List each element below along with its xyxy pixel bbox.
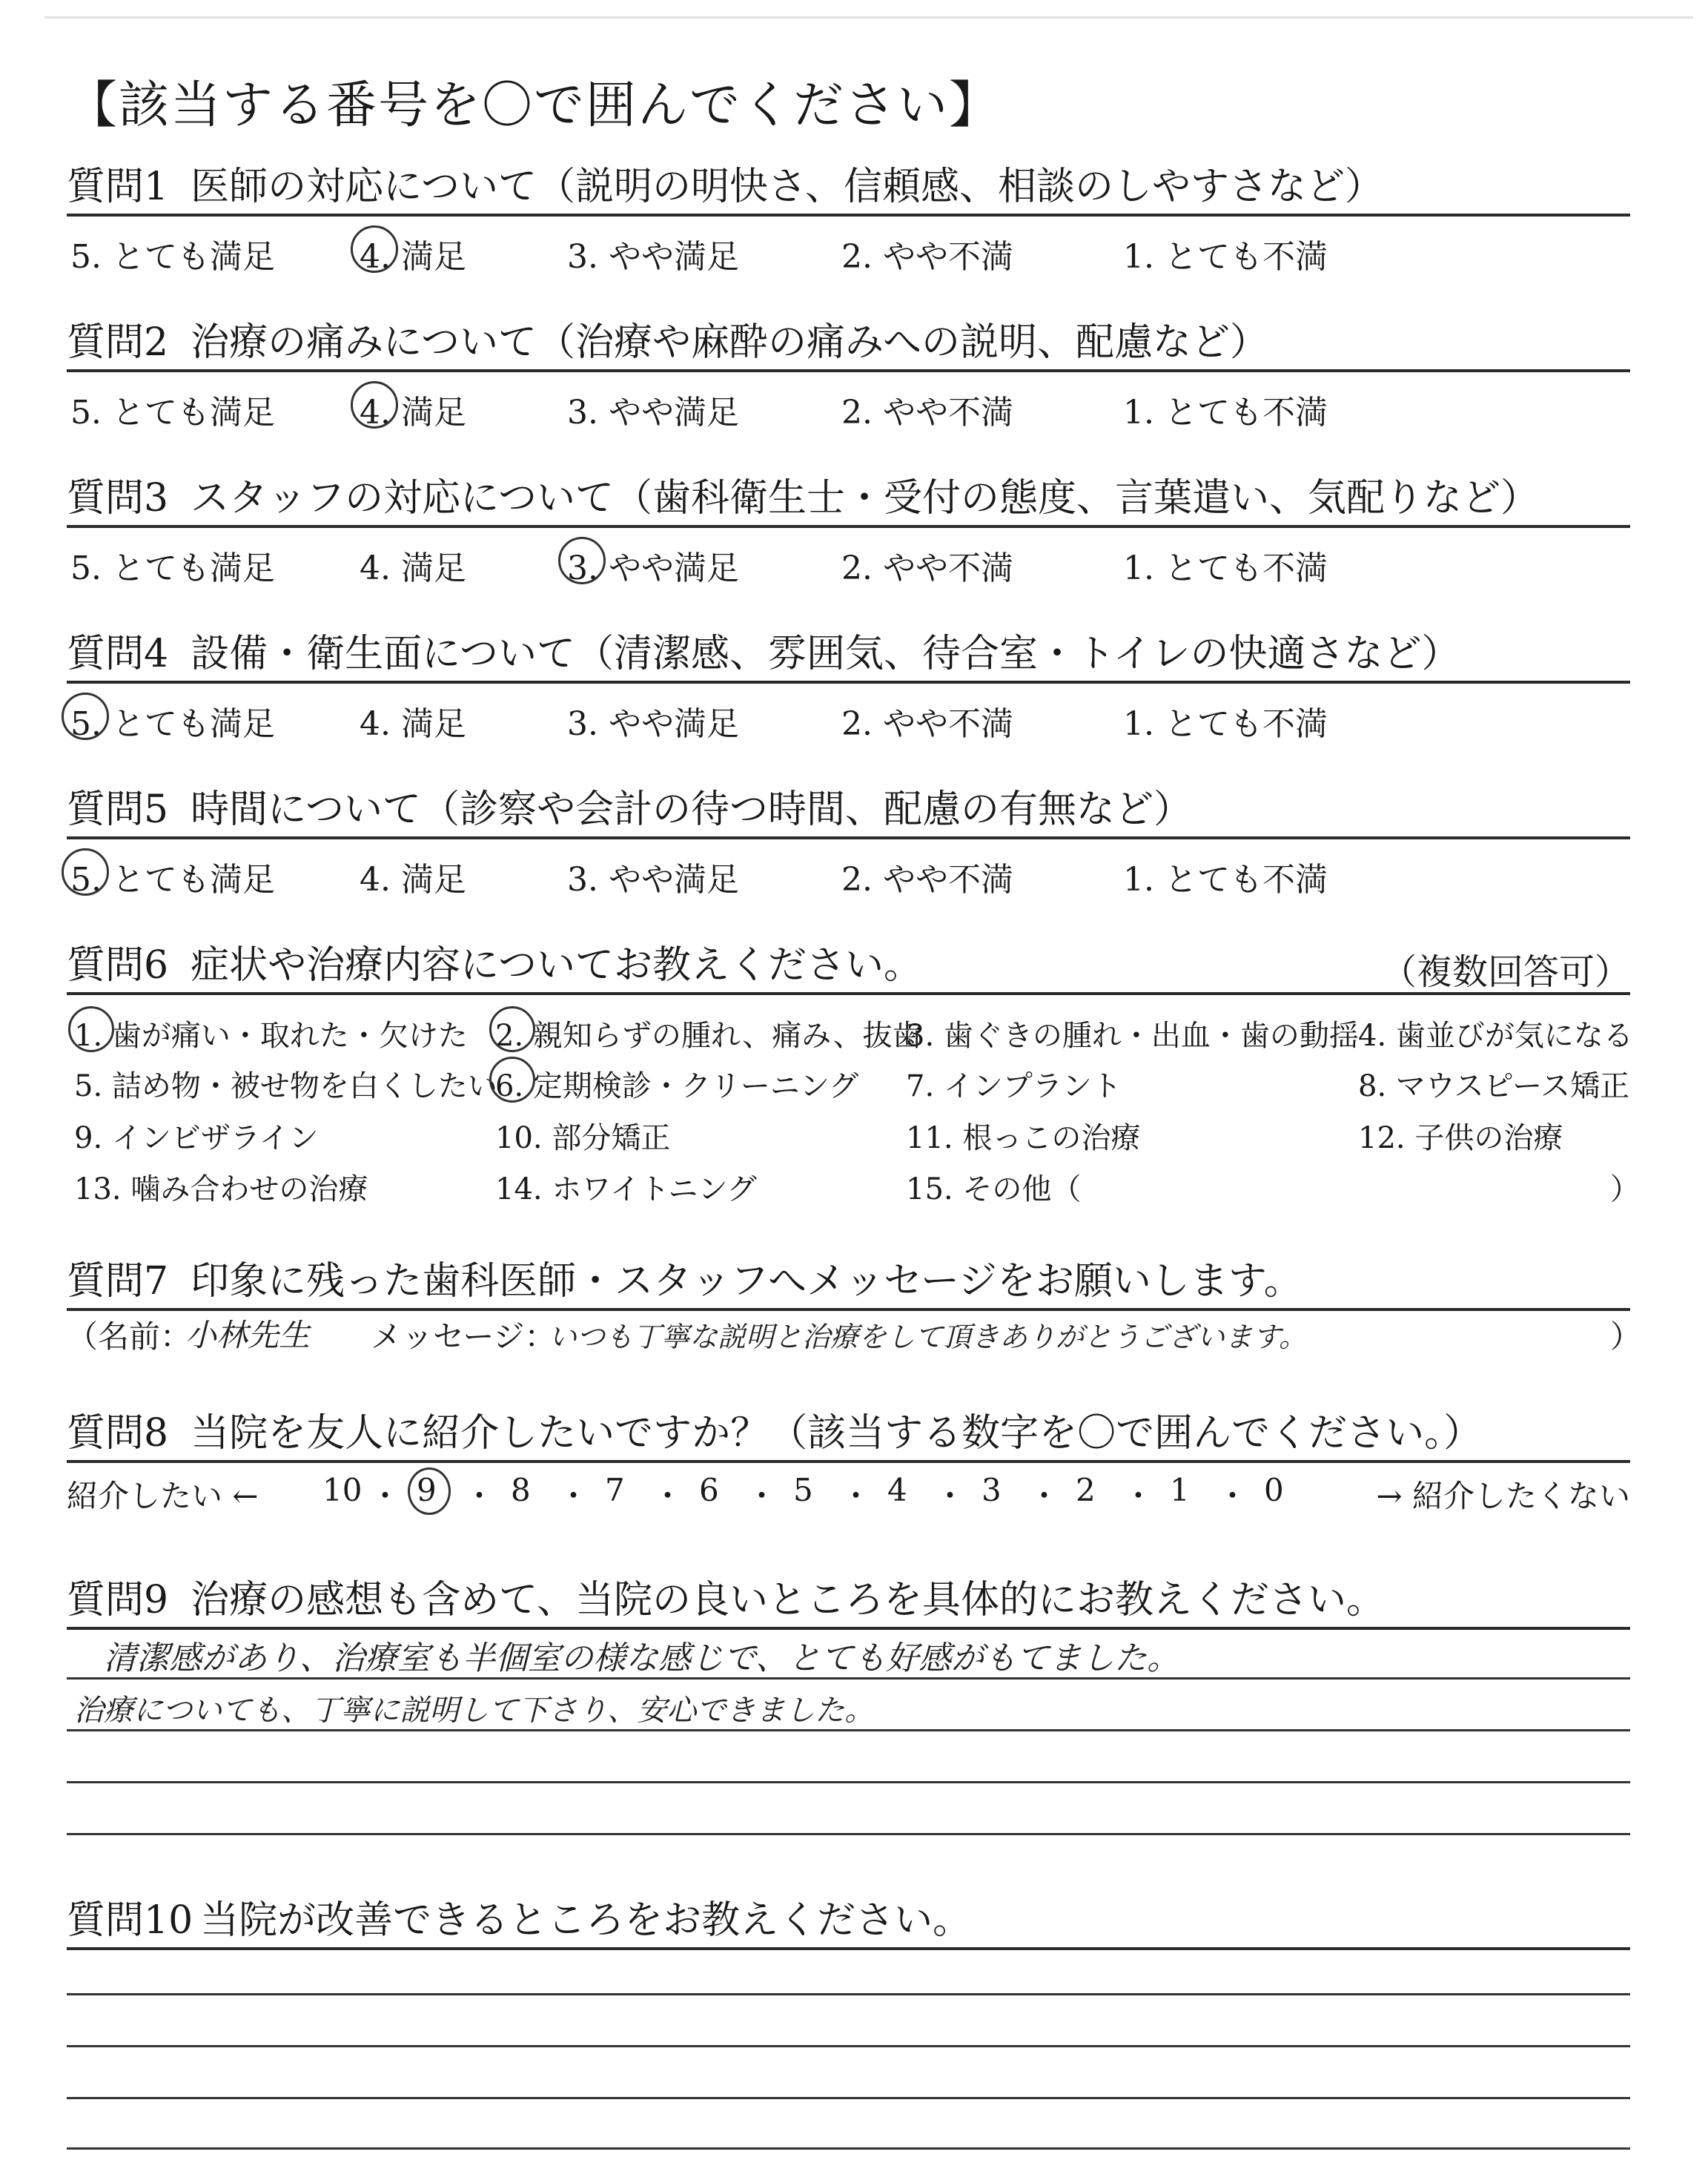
selection-circle	[351, 381, 398, 429]
question-underline	[67, 1947, 1630, 1950]
symptom-option[interactable]: 4. 歯並びが気になる	[1358, 1019, 1633, 1053]
selection-circle	[68, 1006, 114, 1052]
rating-option[interactable]: 5. とても満足	[70, 394, 275, 432]
symptom-option[interactable]: 9. インビザライン	[74, 1121, 319, 1155]
rating-option[interactable]: 4. 満足	[360, 861, 466, 899]
question-8	[67, 1411, 1630, 1463]
question-text: スタッフの対応について（歯科衛生士・受付の態度、言葉遣い、気配りなど）	[191, 476, 1540, 521]
symptom-option[interactable]: 7. インプラント	[906, 1069, 1122, 1103]
form-instruction-header: 【該当する番号を〇で囲んでください】	[67, 76, 1002, 135]
rating-option[interactable]: 3. やや満足	[567, 549, 739, 587]
question-underline	[67, 681, 1630, 684]
scale-right-label: → 紹介したくない	[1376, 1478, 1630, 1514]
selection-circle	[62, 848, 109, 896]
rating-option[interactable]: 5. とても満足	[70, 705, 275, 743]
scale-separator: ・	[557, 1478, 589, 1514]
scale-separator: ・	[934, 1478, 966, 1514]
rating-option[interactable]: 4. 満足	[360, 705, 466, 743]
q7-close-paren: ）	[1610, 1318, 1642, 1355]
rating-option[interactable]: 1. とても不満	[1123, 549, 1328, 587]
symptom-option[interactable]: 6. 定期検診・クリーニング	[495, 1069, 859, 1103]
rating-option[interactable]: 4. 満足	[360, 394, 466, 432]
page-top-rule	[44, 16, 1693, 19]
question-number: 質問1	[67, 165, 169, 209]
rating-option[interactable]: 3. やや満足	[567, 238, 739, 276]
question-underline	[67, 369, 1630, 372]
question-6	[67, 943, 1630, 995]
question-underline	[67, 214, 1630, 217]
scale-number[interactable]: 6	[699, 1472, 719, 1508]
selection-circle	[351, 225, 398, 273]
question-number: 質問3	[67, 476, 169, 521]
symptom-option[interactable]: 11. 根っこの治療	[906, 1121, 1141, 1155]
question-number: 質問5	[67, 787, 169, 832]
question-text: 時間について（診察や会計の待つ時間、配慮の有無など）	[191, 787, 1193, 832]
rating-option[interactable]: 3. やや満足	[567, 705, 739, 743]
selection-circle	[558, 537, 606, 584]
scale-number[interactable]: 8	[511, 1472, 531, 1508]
scale-number[interactable]: 2	[1076, 1472, 1096, 1508]
multiple-answers-note: （複数回答可）	[1380, 951, 1630, 993]
question-1	[67, 165, 1630, 217]
answer-line	[67, 1677, 1630, 1680]
answer-line	[67, 2147, 1630, 2150]
question-number: 質問9	[67, 1578, 169, 1622]
symptom-option[interactable]: 3. 歯ぐきの腫れ・出血・歯の動揺	[906, 1019, 1359, 1053]
scale-number[interactable]: 1	[1170, 1472, 1190, 1508]
question-number: 質問6	[67, 943, 169, 988]
scale-separator: ・	[369, 1478, 401, 1514]
scale-separator: ・	[463, 1478, 495, 1514]
q7-name-label: （名前：	[67, 1318, 192, 1355]
rating-option[interactable]: 2. やや不満	[841, 549, 1013, 587]
q7-name-value: 小林先生	[185, 1317, 311, 1353]
scale-number[interactable]: 0	[1264, 1472, 1284, 1508]
rating-option[interactable]: 3. やや満足	[567, 394, 739, 432]
scale-separator: ・	[652, 1478, 683, 1514]
symptom-option[interactable]: 10. 部分矯正	[495, 1121, 671, 1155]
question-9	[67, 1578, 1630, 1630]
scale-number[interactable]: 7	[605, 1472, 625, 1508]
rating-option[interactable]: 5. とても満足	[70, 238, 275, 276]
rating-option[interactable]: 5. とても満足	[70, 861, 275, 899]
question-text: 症状や治療内容についてお教えください。	[191, 943, 923, 988]
rating-option[interactable]: 1. とても不満	[1123, 705, 1328, 743]
scale-number[interactable]: 4	[887, 1472, 907, 1508]
question-text: 当院が改善できるところをお教えください。	[200, 1898, 972, 1943]
symptom-option[interactable]: 1. 歯が痛い・取れた・欠けた	[74, 1019, 468, 1053]
question-number: 質問4	[67, 632, 169, 676]
question-number: 質問2	[67, 320, 169, 365]
question-number: 質問7	[67, 1259, 169, 1304]
symptom-option[interactable]: 15. その他（	[906, 1172, 1082, 1206]
question-text: 治療の痛みについて（治療や麻酔の痛みへの説明、配慮など）	[191, 320, 1269, 365]
selection-circle	[489, 1006, 535, 1052]
question-underline	[67, 1627, 1630, 1630]
question-underline	[67, 525, 1630, 528]
question-number: 質問10	[67, 1898, 193, 1943]
other-close-paren: ）	[1610, 1172, 1640, 1206]
q9-answer-line-2: 治療についても、丁寧に説明して下さり、安心できました。	[74, 1694, 875, 1728]
rating-option[interactable]: 2. やや不満	[841, 861, 1013, 899]
question-text: 当院を友人に紹介したいですか？（該当する数字を〇で囲んでください。）	[191, 1411, 1483, 1456]
symptom-option[interactable]: 5. 詰め物・被せ物を白くしたい	[74, 1069, 497, 1103]
symptom-option[interactable]: 12. 子供の治療	[1358, 1121, 1563, 1155]
question-number: 質問8	[67, 1411, 169, 1456]
answer-line	[67, 1993, 1630, 1995]
rating-option[interactable]: 4. 満足	[360, 238, 466, 276]
symptom-option[interactable]: 13. 噛み合わせの治療	[74, 1172, 368, 1206]
symptom-option[interactable]: 2. 親知らずの腫れ、痛み、抜歯	[495, 1019, 922, 1053]
selection-circle	[489, 1057, 535, 1103]
rating-option[interactable]: 1. とても不満	[1123, 238, 1328, 276]
selection-circle	[62, 693, 109, 740]
symptom-option[interactable]: 8. マウスピース矯正	[1358, 1069, 1630, 1103]
symptom-option[interactable]: 14. ホワイトニング	[495, 1172, 757, 1206]
answer-line	[67, 1729, 1630, 1731]
q7-message-value: いつも丁寧な説明と治療をして頂きありがとうございます。	[549, 1321, 1307, 1353]
answer-line	[67, 2045, 1630, 2047]
rating-option[interactable]: 2. やや不満	[841, 705, 1013, 743]
scale-number[interactable]: 3	[982, 1472, 1002, 1508]
question-10	[67, 1898, 1630, 1950]
scale-number[interactable]: 9	[417, 1472, 437, 1508]
rating-option[interactable]: 1. とても不満	[1123, 394, 1328, 432]
answer-line	[67, 1833, 1630, 1835]
rating-option[interactable]: 5. とても満足	[70, 549, 275, 587]
q7-message-label: メッセージ：	[371, 1318, 556, 1355]
scale-left-label: 紹介したい ←	[67, 1478, 259, 1514]
question-5	[67, 787, 1630, 839]
question-4	[67, 632, 1630, 684]
scale-separator: ・	[1028, 1478, 1060, 1514]
question-text: 印象に残った歯科医師・スタッフへメッセージをお願いします。	[191, 1259, 1302, 1304]
question-text: 治療の感想も含めて、当院の良いところを具体的にお教えください。	[191, 1578, 1386, 1622]
rating-option[interactable]: 2. やや不満	[841, 394, 1013, 432]
rating-option[interactable]: 3. やや満足	[567, 861, 739, 899]
question-7	[67, 1259, 1630, 1311]
rating-option[interactable]: 4. 満足	[360, 549, 466, 587]
question-underline	[67, 836, 1630, 839]
scale-separator: ・	[1122, 1478, 1154, 1514]
question-text: 医師の対応について（説明の明快さ、信頼感、相談のしやすさなど）	[191, 165, 1383, 209]
answer-line	[67, 1781, 1630, 1783]
selection-circle	[408, 1467, 451, 1515]
scale-separator: ・	[746, 1478, 778, 1514]
scale-separator: ・	[1217, 1478, 1248, 1514]
q9-answer-line-1: 清潔感があり、治療室も半個室の様な感じで、とても好感がもてました。	[104, 1639, 1180, 1677]
question-2	[67, 320, 1630, 372]
answer-line	[67, 2097, 1630, 2099]
rating-option[interactable]: 2. やや不満	[841, 238, 1013, 276]
scale-separator: ・	[840, 1478, 872, 1514]
question-3	[67, 476, 1630, 528]
question-text: 設備・衛生面について（清潔感、雰囲気、待合室・トイレの快適さなど）	[191, 632, 1460, 676]
scale-number[interactable]: 10	[322, 1472, 363, 1508]
scale-number[interactable]: 5	[793, 1472, 813, 1508]
question-underline	[67, 1460, 1630, 1463]
rating-option[interactable]: 1. とても不満	[1123, 861, 1328, 899]
